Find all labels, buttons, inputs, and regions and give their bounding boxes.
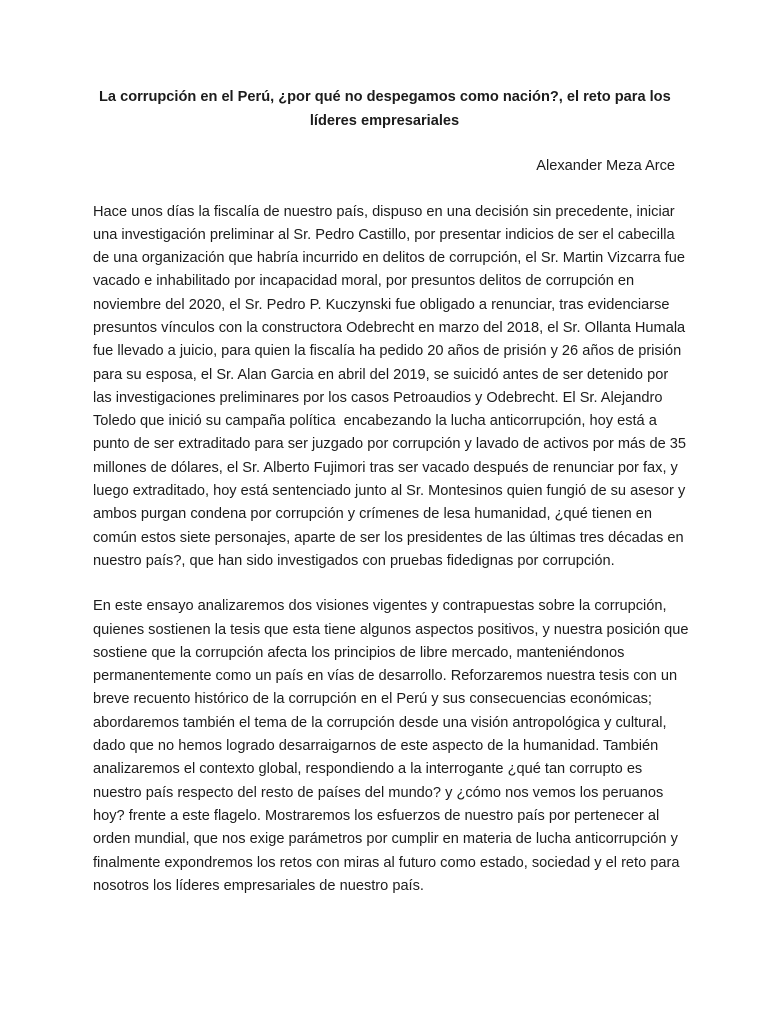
text-line: nosotros los líderes empresariales de nuestro país. [93, 877, 424, 894]
text-line: noviembre del 2020, el Sr. Pedro P. Kuczynski fue obligado a renunciar, tras evidenciarse [93, 296, 670, 313]
text-line: breve recuento histórico de la corrupción en el Perú y sus consecuencias económicas; [93, 691, 652, 708]
paragraph-intro [93, 201, 687, 574]
text-line: luego extraditado, hoy está sentenciado junto al Sr. Montesinos quien fungió de su asesor y [93, 483, 686, 500]
text-line: orden mundial, que nos exige parámetros por cumplir en materia de lucha anticorrupción y [93, 831, 678, 848]
text-line: Hace unos días la fiscalía de nuestro país, dispuso en una decisión sin precedente, iniciar [93, 203, 675, 220]
text-line: permanentemente como un país en vías de desarrollo. Reforzaremos nuestra tesis con un [93, 668, 678, 685]
text-line: Toledo que inició su campaña política encabezando la lucha anticorrupción, hoy está a [93, 413, 657, 430]
text-line: sostiene que la corrupción afecta los principios de libre mercado, manteniéndonos [93, 644, 625, 661]
document-page [93, 86, 689, 898]
text-line: hoy? frente a este flagelo. Mostraremos los esfuerzos de nuestro país por pertenecer al [93, 807, 660, 824]
text-line: abordaremos también el tema de la corrupción desde una visión antropológica y cultural, [93, 714, 667, 731]
text-line: finalmente expondremos los retos con miras al futuro como estado, sociedad y el reto para [93, 854, 680, 871]
text-line: quienes sostienen la tesis que esta tiene algunos aspectos positivos, y nuestra posición que [93, 621, 689, 638]
text-line: una investigación preliminar al Sr. Pedro Castillo, por presentar indicios de ser el cabecilla [93, 226, 675, 243]
paragraph-essay-outline [93, 595, 689, 898]
text-line: presuntos vínculos con la constructora Odebrecht en marzo del 2018, el Sr. Ollanta Humala [93, 319, 686, 336]
document-title [93, 86, 676, 133]
title-line: líderes empresariales [309, 112, 460, 129]
text-line: millones de dólares, el Sr. Alberto Fujimori tras ser vacado después de renunciar por fax, y [93, 459, 678, 476]
text-line: En este ensayo analizaremos dos visiones vigentes y contrapuestas sobre la corrupción, [93, 598, 667, 615]
text-line: nuestro país respecto del resto de países del mundo? y ¿cómo nos vemos los peruanos [93, 784, 664, 801]
text-line: nuestro país?, que han sido investigados con pruebas fidedignas por corrupción. [93, 552, 615, 569]
text-line: ambos purgan condena por corrupción y crímenes de lesa humanidad, ¿qué tienen en [93, 506, 652, 523]
text-line: punto de ser extraditado para ser juzgado por corrupción y lavado de activos por más de 35 [93, 436, 687, 453]
text-line: analizaremos el contexto global, respondiendo a la interrogante ¿qué tan corrupto es [93, 761, 643, 778]
text-line: para su esposa, el Sr. Alan Garcia en abril del 2019, se suicidó antes de ser detenido por [93, 366, 669, 383]
text-line: fue llevado a juicio, para quien la fiscalía ha pedido 20 años de prisión y 26 años de prisión [93, 343, 682, 360]
text-line: común estos siete personajes, aparte de ser los presidentes de las últimas tres décadas en [93, 529, 684, 546]
text-line: de una organización que habría incurrido en delitos de corrupción, el Sr. Martin Vizcarra fue [93, 250, 685, 267]
text-line: vacado e inhabilitado por incapacidad moral, por presuntos delitos de corrupción en [93, 273, 635, 290]
author-name: Alexander Meza Arce [536, 158, 675, 174]
title-line: La corrupción en el Perú, ¿por qué no despegamos como nación?, el reto para los [99, 89, 671, 105]
text-line: las investigaciones preliminares por los casos Petroaudios y Odebrecht. El Sr. Alejandro [93, 389, 663, 406]
text-line: dado que no hemos logrado desarraigarnos de este aspecto de la humanidad. También [93, 738, 659, 755]
